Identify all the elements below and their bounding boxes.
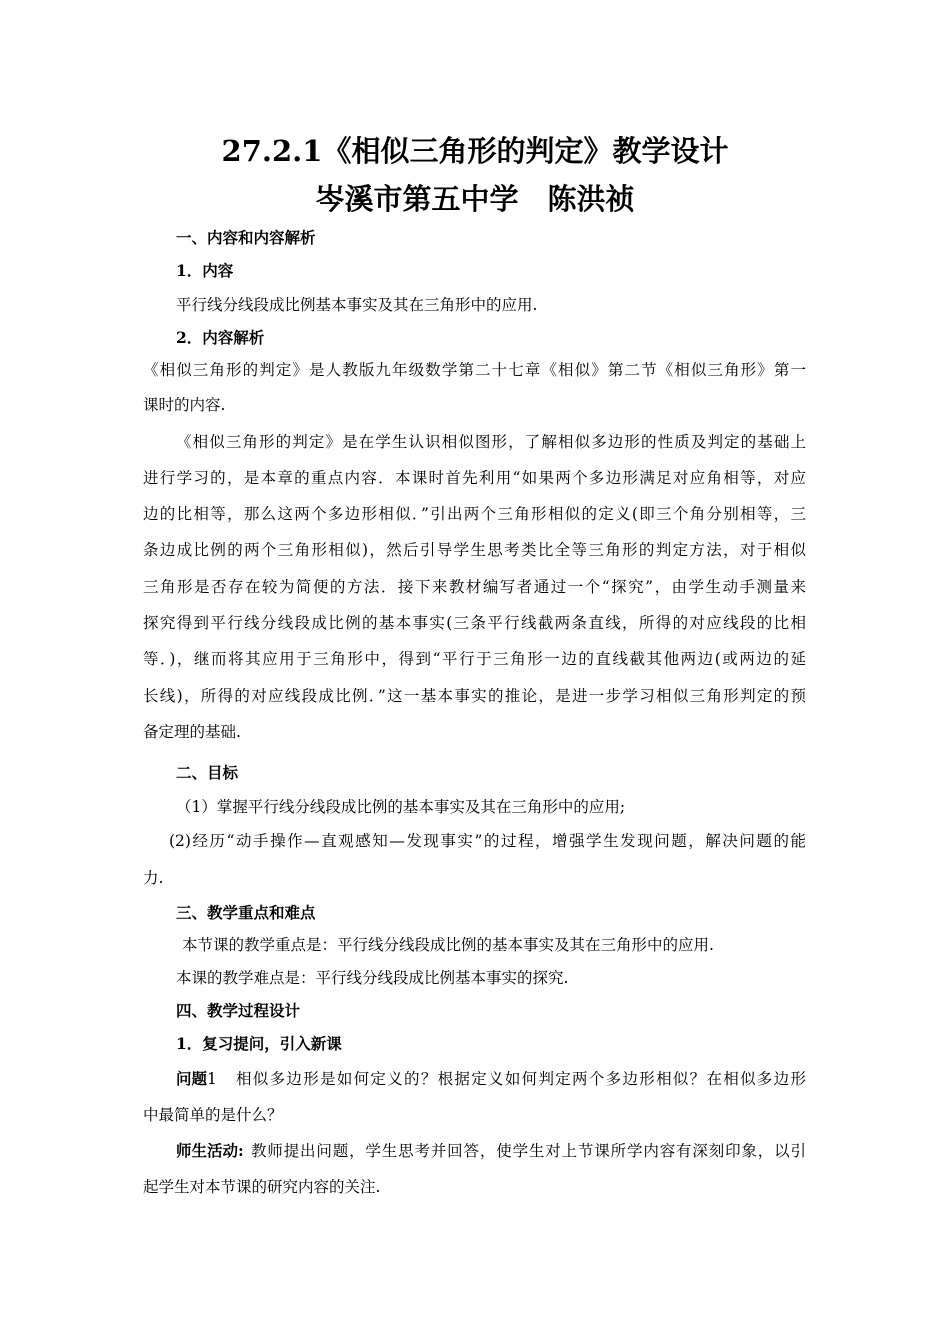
analysis-para2-line: 备定理的基础. (143, 723, 241, 741)
activity-line (176, 1140, 806, 1162)
activity-label: 师生活动: (176, 1141, 244, 1160)
section-heading-process: 四、教学过程设计 (176, 1001, 301, 1020)
activity-text: 教师提出问题，学生思考并回答，使学生对上节课所学内容有深刻印象，以引 (251, 1142, 806, 1160)
section-heading-content: 一、内容和内容解析 (176, 228, 316, 247)
analysis-para2-line: 三角形是否存在较为简便的方法．接下来教材编写者通过一个“探究”，由学生动手测量来 (143, 578, 806, 596)
document-title: 27.2.1《相似三角形的判定》教学设计 (221, 134, 729, 168)
question-text-cont: 中最简单的是什么？ (143, 1106, 283, 1124)
question-label: 问题 (176, 1069, 208, 1088)
goal-item: 力. (143, 869, 164, 887)
difficulty-text: 本课的教学难点是：平行线分线段成比例基本事实的探究. (176, 969, 569, 987)
question-1-line (176, 1068, 806, 1090)
analysis-para2-line: 边的比相等，那么这两个多边形相似．”引出两个三角形相似的定义(即三个角分别相等，三 (143, 505, 806, 523)
subheading-content: 1．内容 (176, 261, 234, 280)
analysis-para2-line: 长线)，所得的对应线段成比例．”这一基本事实的推论，是进一步学习相似三角形判定的预 (143, 687, 806, 705)
analysis-para2-line: 进行学习的，是本章的重点内容．本课时首先利用“如果两个多边形满足对应角相等，对应 (143, 469, 806, 487)
section-heading-key-points: 三、教学重点和难点 (176, 903, 316, 922)
goal-item: （1）掌握平行线分线段成比例的基本事实及其在三角形中的应用; (176, 798, 626, 816)
analysis-para1-line: 课时的内容. (143, 396, 226, 414)
subheading-analysis: 2．内容解析 (176, 328, 265, 347)
key-point-text: 本节课的教学重点是：平行线分线段成比例的基本事实及其在三角形中的应用. (182, 936, 714, 954)
analysis-para2-line: 探究得到平行线分线段成比例的基本事实(三条平行线截两条直线，所得的对应线段的比相 (143, 614, 806, 632)
analysis-para2-line: 《相似三角形的判定》是在学生认识相似图形，了解相似多边形的性质及判定的基础上 (176, 433, 806, 451)
goal-item: (2)经历“动手操作—直观感知—发现事实”的过程，增强学生发现问题，解决问题的能 (169, 832, 806, 850)
content-text: 平行线分线段成比例基本事实及其在三角形中的应用. (176, 296, 538, 314)
section-heading-goals: 二、目标 (176, 763, 239, 782)
analysis-para2-line: 等．)，继而将其应用于三角形中，得到“平行于三角形一边的直线截其他两边(或两边的延 (143, 650, 806, 668)
question-number: 1 (207, 1070, 217, 1088)
author-line: 岑溪市第五中学 陈洪祯 (315, 182, 635, 216)
activity-text-cont: 起学生对本节课的研究内容的关注. (143, 1178, 381, 1196)
analysis-para1-line: 《相似三角形的判定》是人教版九年级数学第二十七章《相似》第二节《相似三角形》第一 (143, 361, 806, 379)
analysis-para2-line: 条边成比例的两个三角形相似)，然后引导学生思考类比全等三角形的判定方法，对于相似 (143, 541, 806, 559)
subheading-review: 1．复习提问，引入新课 (176, 1034, 342, 1053)
question-text: 相似多边形是如何定义的？根据定义如何判定两个多边形相似？在相似多边形 (236, 1070, 806, 1088)
